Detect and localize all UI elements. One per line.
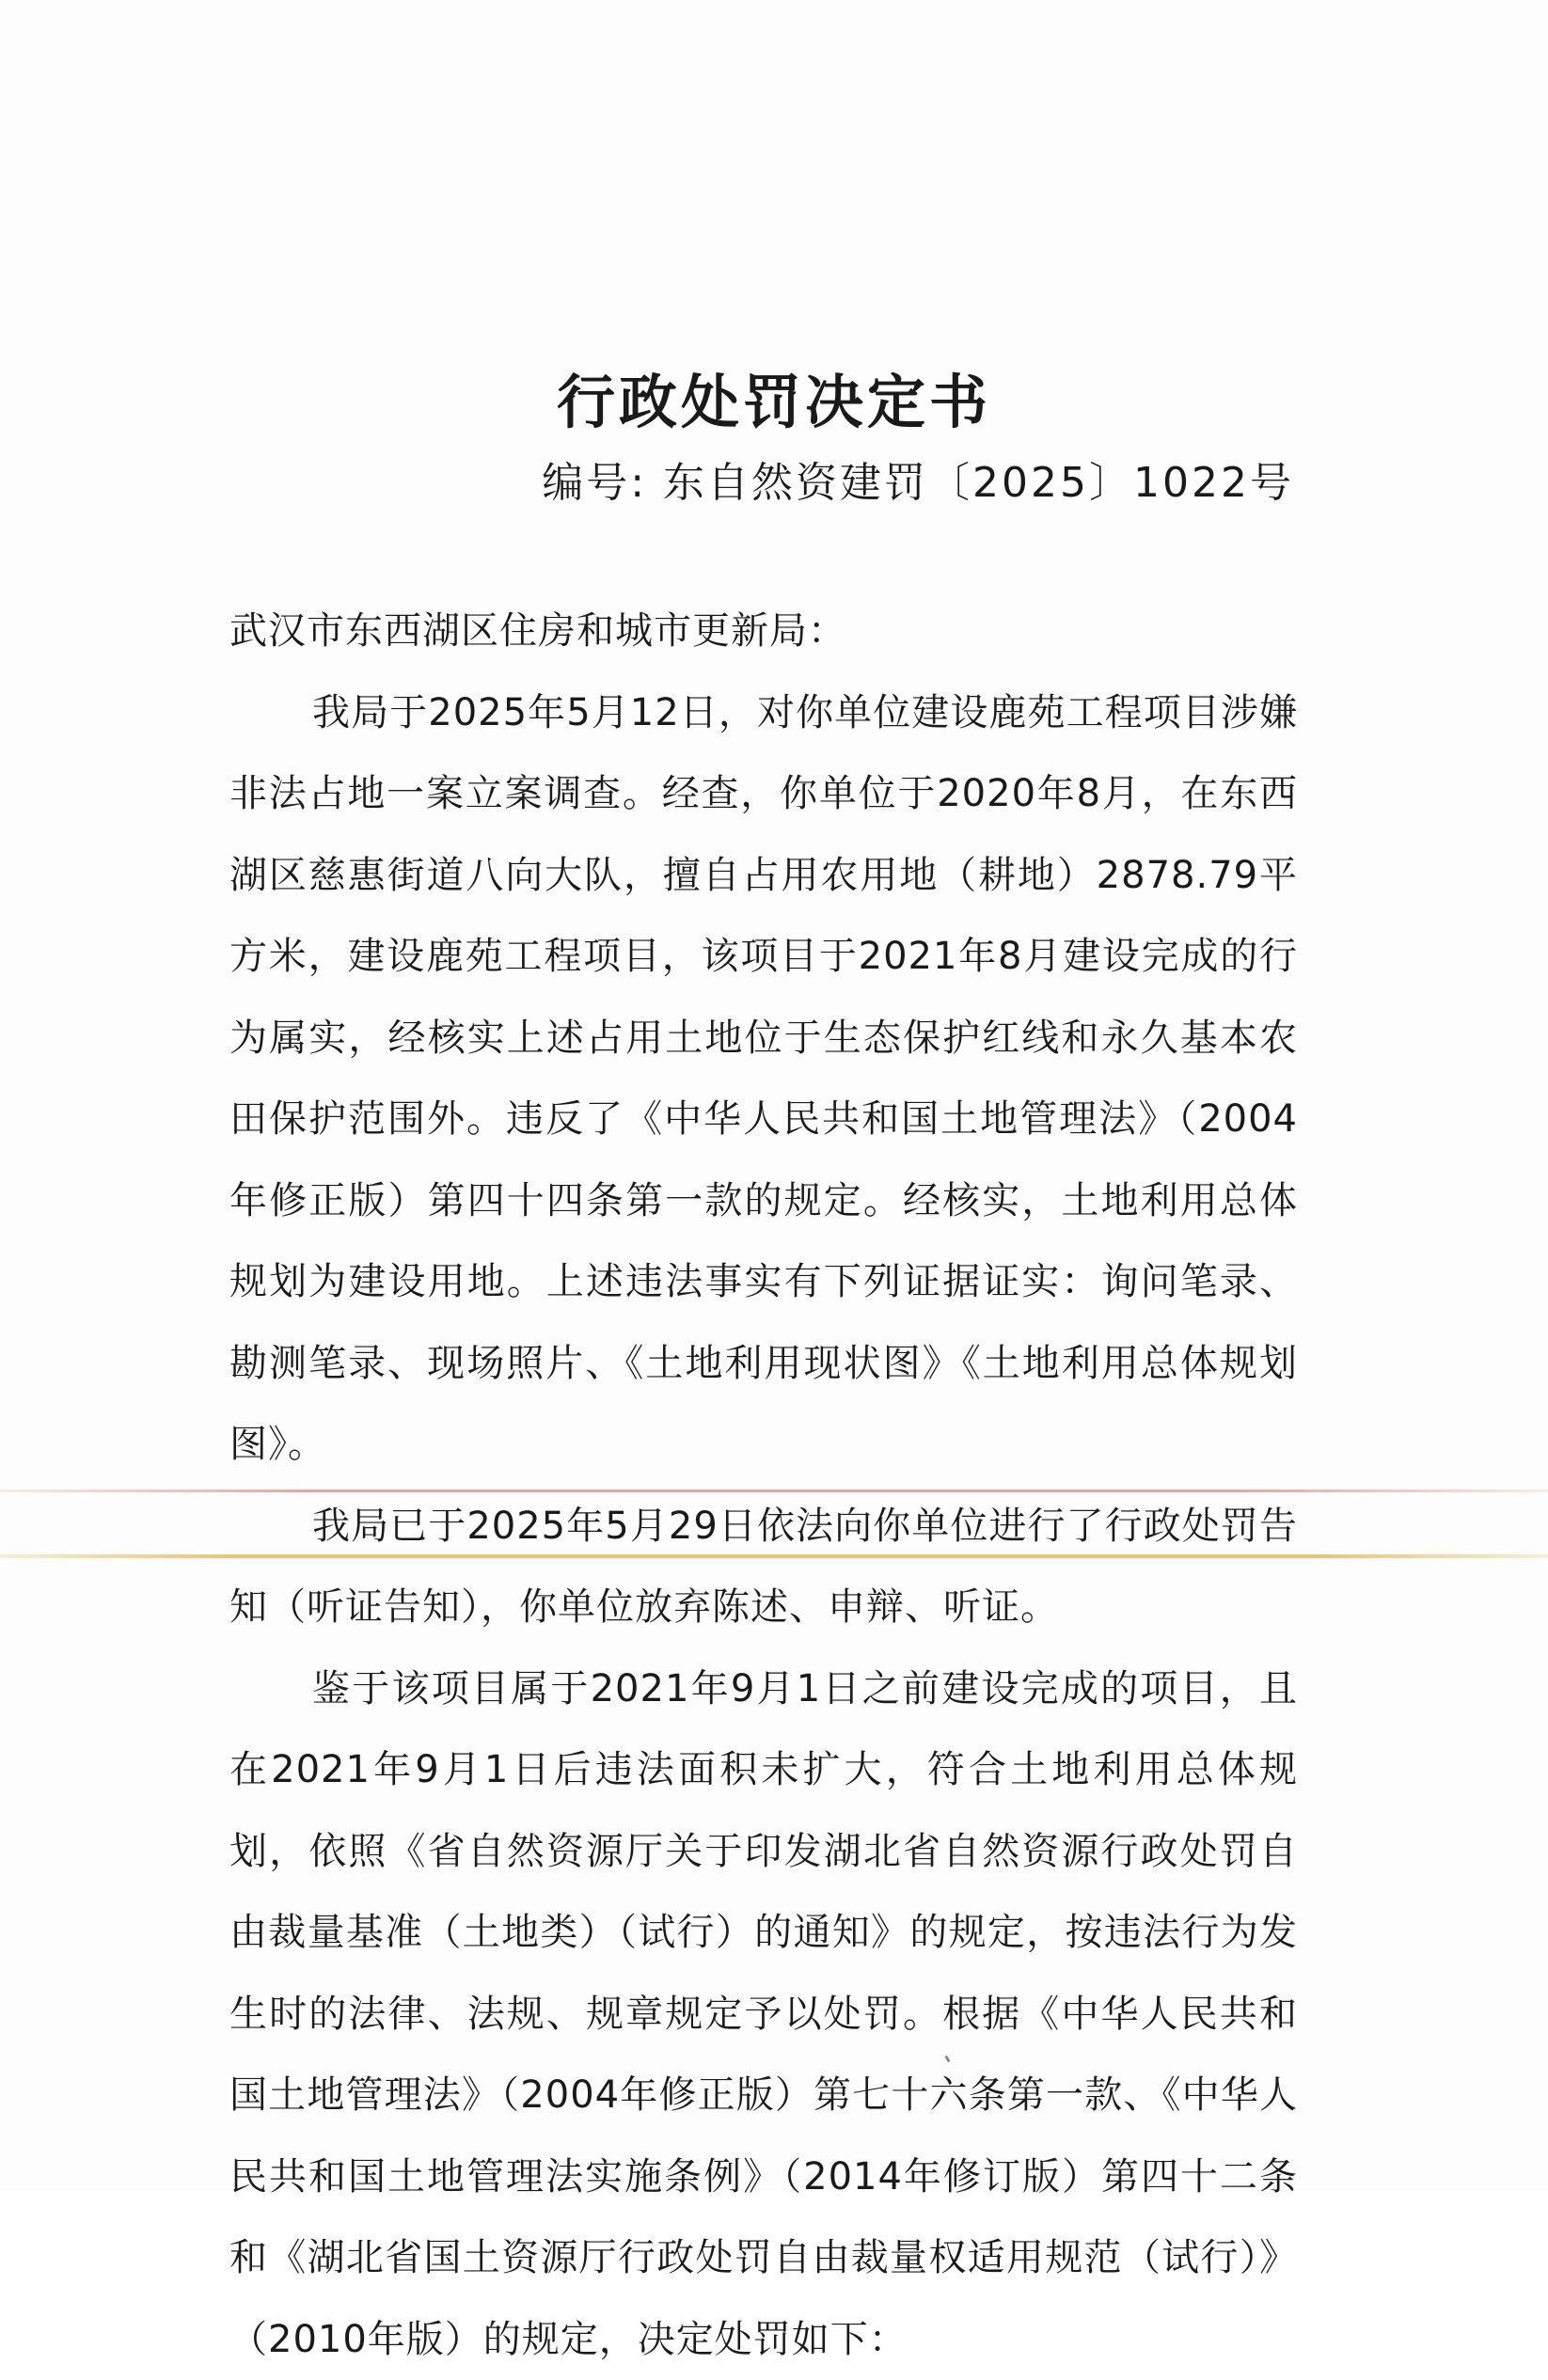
recipient-line: 武汉市东西湖区住房和城市更新局： [229, 591, 1298, 672]
paragraph-notification: 我局已于2025年5月29日依法向你单位进行了行政处罚告知（听证告知），你单位放弃陈述、申辩、听证。 [229, 1486, 1298, 1648]
paragraph-investigation: 我局于2025年5月12日，对你单位建设鹿苑工程项目涉嫌非法占地一案立案调查。经查，你单位于2020年8月，在东西湖区慈惠街道八向大队，擅自占用农用地（耕地）2878.79平方米，建设鹿苑工程项目，该项目于2021年8月建设完成的行为属实，经核实上述占用土地位于生态保护红线和永久基本农田保护范围外。违反了《中华人民共和国土地管理法》（2004年修正版）第四十四条第一款的规定。经核实，土地利用总体规划为建设用地。上述违法事实有下列证据证实：询问笔录、勘测笔录、现场照片、《土地利用现状图》《土地利用总体规划图》。 [229, 672, 1298, 1486]
document-title: 行政处罚决定书 [0, 365, 1548, 440]
document-number: 编号: 东自然资建罚〔2025〕1022号 [542, 457, 1294, 510]
document-body [229, 591, 1298, 2380]
paragraph-decision-basis: 鉴于该项目属于2021年9月1日之前建设完成的项目，且在2021年9月1日后违法面积未扩大，符合土地利用总体规划，依照《省自然资源厅关于印发湖北省自然资源行政处罚自由裁量基准（土地类）（试行）的通知》的规定，按违法行为发生时的法律、法规、规章规定予以处罚。根据《中华人民共和国土地管理法》（2004年修正版）第七十六条第一款、《中华人民共和国土地管理法实施条例》（2014年修订版）第四十二条和《湖北省国土资源厅行政处罚自由裁量权适用规范（试行）》（2010年版）的规定，决定处罚如下： [229, 1648, 1298, 2380]
